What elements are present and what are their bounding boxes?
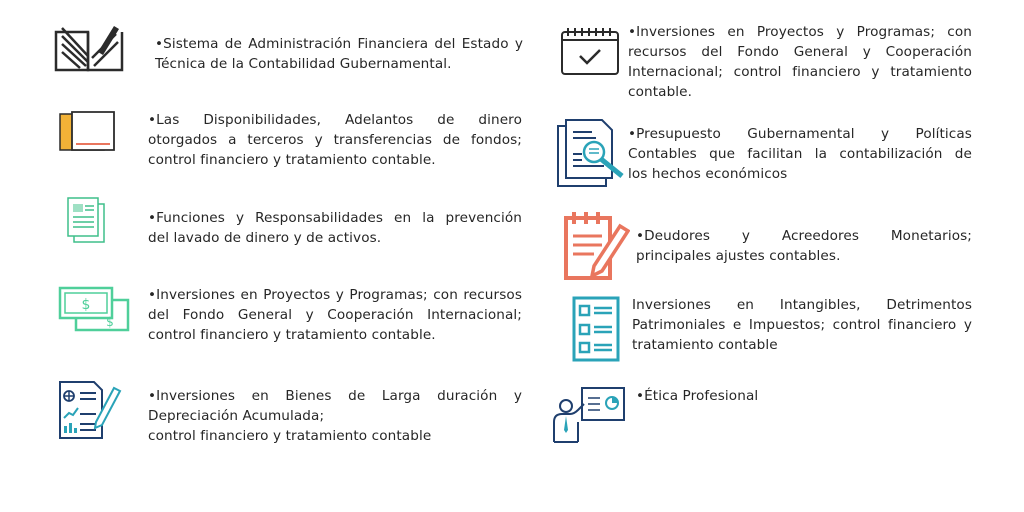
item-text: •Inversiones en Proyectos y Programas; con xyxy=(628,24,972,40)
calendar-check-icon xyxy=(560,26,620,76)
checklist-icon xyxy=(572,296,622,364)
item-text: control financiero y tratamiento contable. xyxy=(148,327,436,343)
book-icon xyxy=(52,22,126,74)
item-text: Patrimoniales e Impuestos; control financiero y xyxy=(632,317,972,333)
item-text: •Ética Profesional xyxy=(636,388,759,404)
item-text: control financiero y tratamiento contable. xyxy=(148,152,436,168)
item-text: los hechos económicos xyxy=(628,166,788,182)
document-search-icon xyxy=(556,118,632,190)
item-text: •Inversiones en Bienes de Larga duración y xyxy=(148,388,522,404)
report-pencil-icon xyxy=(58,378,122,440)
item-text: •Funciones y Responsabilidades en la prevención xyxy=(148,210,522,226)
item-text: tratamiento contable xyxy=(632,337,778,353)
item-text: •Presupuesto Gubernamental y Políticas xyxy=(628,126,972,142)
item-text: Internacional; control financiero y tratamiento xyxy=(628,64,972,80)
presenter-icon xyxy=(552,386,628,444)
item-text: Inversiones en Intangibles, Detrimentos xyxy=(632,297,972,313)
item-text: recursos del Fondo General y Cooperación xyxy=(628,44,972,60)
item-text: •Las Disponibilidades, Adelantos de dinero xyxy=(148,112,522,128)
folder-icon xyxy=(58,110,118,152)
item-text: •Inversiones en Proyectos y Programas; con recursos xyxy=(148,287,522,303)
item-text: del Fondo General y Cooperación Internacional; xyxy=(148,307,522,323)
item-text: Depreciación Acumulada; xyxy=(148,408,325,424)
money-icon xyxy=(58,286,130,332)
item-text: Contables que facilitan la contabilización de xyxy=(628,146,972,162)
svg-text:$: $ xyxy=(106,315,114,329)
item-text: Técnica de la Contabilidad Gubernamental. xyxy=(155,56,452,72)
item-text: control financiero y tratamiento contable xyxy=(148,428,432,444)
item-text: •Deudores y Acreedores Monetarios; xyxy=(636,228,972,244)
notepad-pencil-icon xyxy=(564,212,630,282)
document-icon xyxy=(66,196,106,244)
svg-text:$: $ xyxy=(81,297,91,313)
item-text: •Sistema de Administración Financiera del Estado y xyxy=(155,36,523,52)
item-text: del lavado de dinero y de activos. xyxy=(148,230,382,246)
item-text: otorgados a terceros y transferencias de fondos; xyxy=(148,132,522,148)
item-text: contable. xyxy=(628,84,693,100)
item-text: principales ajustes contables. xyxy=(636,248,841,264)
